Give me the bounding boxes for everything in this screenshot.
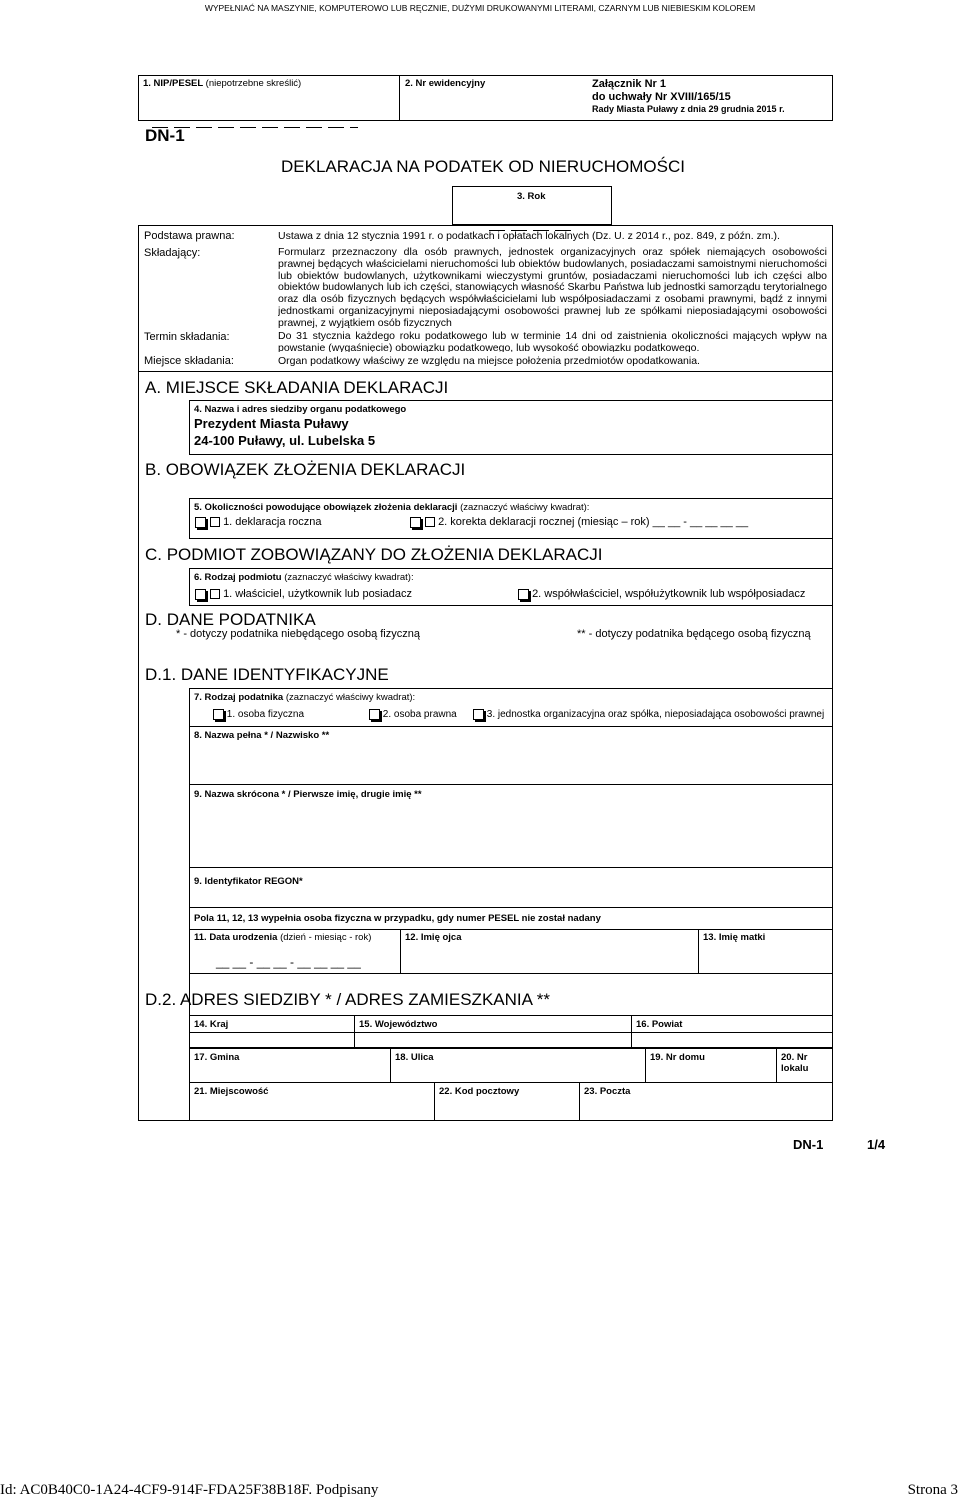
checkbox-co-owner-icon[interactable] — [518, 589, 529, 600]
apartment-number-label: 20. Nr lokalu — [781, 1052, 809, 1074]
form-code: DN-1 — [145, 126, 185, 145]
footer-page-number: 1/4 — [867, 1137, 886, 1152]
post-office-label: 23. Poczta — [584, 1086, 631, 1097]
mother-name-label: 13. Imię matki — [703, 932, 766, 943]
checkbox-natural-person-icon[interactable] — [213, 709, 224, 720]
house-number-field[interactable] — [645, 1048, 777, 1083]
tax-office-name: Prezydent Miasta Puławy — [194, 416, 349, 431]
section-d1-title: D.1. DANE IDENTYFIKACYJNE — [145, 665, 389, 684]
tax-office-address: 24-100 Puławy, ul. Lubelska 5 — [194, 433, 376, 448]
option-organizational-unit[interactable]: 3. jednostka organizacyjna oraz spółka, nieposiadająca osobowości prawnej — [473, 709, 824, 720]
separator — [189, 973, 833, 974]
city-field[interactable] — [189, 1082, 435, 1121]
document-id: Id: AC0B40C0-1A24-4CF9-914F-FDA25F38B18F. Podpisany — [0, 1482, 379, 1498]
country-label: 14. Kraj — [194, 1019, 229, 1030]
county-label: 16. Powiat — [636, 1019, 683, 1030]
legal-basis-label: Podstawa prawna: — [144, 230, 235, 242]
apartment-number-field[interactable] — [776, 1048, 833, 1083]
house-number-label: 19. Nr domu — [650, 1052, 705, 1063]
fill-instruction: WYPEŁNIAĆ NA MASZYNIE, KOMPUTEROWO LUB RĘCZNIE, DUŻYMI DRUKOWANYMI LITERAMI, CZARNYM LUB NIEBIESKIM KOLOREM — [204, 3, 756, 13]
checkbox-icon[interactable] — [425, 517, 435, 527]
section-a-title: A. MIEJSCE SKŁADANIA DEKLARACJI — [145, 378, 449, 397]
birth-date-slots[interactable]: __ __ - __ __ - __ __ __ __ — [216, 955, 361, 969]
separator — [698, 929, 699, 973]
city-label: 21. Miejscowość — [194, 1086, 269, 1097]
legal-basis-text: Ustawa z dnia 12 stycznia 1991 r. o podatkach i opłatach lokalnych (Dz. U. z 2014 r., poz. 849, z późn. zm.). — [278, 230, 780, 242]
checkbox-annual-icon[interactable] — [195, 517, 206, 528]
voivodeship-field[interactable] — [354, 1015, 632, 1048]
checkbox-correction-icon[interactable] — [410, 517, 421, 528]
post-office-field[interactable] — [579, 1082, 833, 1121]
page-title: DEKLARACJA NA PODATEK OD NIERUCHOMOŚCI — [281, 157, 685, 176]
full-name-label: 8. Nazwa pełna * / Nazwisko ** — [194, 730, 330, 741]
father-name-label: 12. Imię ojca — [405, 932, 462, 943]
footer-form-code: DN-1 — [793, 1137, 824, 1152]
option-owner[interactable]: 1. właściciel, użytkownik lub posiadacz — [195, 588, 412, 600]
separator — [189, 929, 833, 930]
deadline-text: Do 31 stycznia każdego roku podatkowego lub w terminie 14 dni od zaistnienia okoliczności mających wpływ na powstanie (wygaśnięcie) obowiązku podatkowego, lub wysokość obowiązku podatkowego. — [278, 331, 827, 352]
separator — [189, 907, 833, 908]
registry-number-label: 2. Nr ewidencyjny — [405, 78, 486, 89]
street-label: 18. Ulica — [395, 1052, 434, 1063]
birth-date-label: 11. Data urodzenia (dzień - miesiąc - rok) — [194, 932, 372, 943]
checkbox-organizational-unit-icon[interactable] — [473, 709, 484, 720]
postal-code-label: 22. Kod pocztowy — [439, 1086, 520, 1097]
separator — [189, 726, 833, 727]
filer-text: Formularz przeznaczony dla osób prawnych, jednostek organizacyjnych oraz spółek niemających osobowości prawnej będących właścicielami nieruchomości lub obiektów budowlanych, posiadaczami samoistnymi nieruchomości lub obiektów budowlanych, użytkownikami wieczystymi gruntów, posiadaczami nieruchomości lub ich części albo obiektów budowlanych lub ich części, stanowiących własność Skarbu Państwa lub jednostki samorządu terytorialnego oraz dla osób fizycznych będących współwłaścicielami lub współposiadaczami z osobami prawnymi, bądź z innymi jednostkami organizacyjnymi nieposiadającymi osobowości prawnej lub ze spółkami nieposiadającymi osobowości prawnej, z wyjątkiem osób fizycznych — [278, 247, 827, 328]
option-annual[interactable]: 1. deklaracja roczna — [195, 516, 322, 528]
municipality-label: 17. Gmina — [194, 1052, 240, 1063]
section-c-title: C. PODMIOT ZOBOWIĄZANY DO ZŁOŻENIA DEKLARACJI — [145, 545, 603, 564]
voivodeship-label: 15. Województwo — [359, 1019, 438, 1030]
circumstances-label: 5. Okoliczności powodujące obowiązek złożenia deklaracji (zaznaczyć właściwy kwadrat): — [194, 502, 590, 513]
year-label: 3. Rok — [517, 191, 546, 202]
option-correction[interactable]: 2. korekta deklaracji rocznej (miesiąc – rok) __ __ - __ __ __ __ — [410, 516, 748, 528]
separator — [189, 867, 833, 868]
regon-label: 9. Identyfikator REGON* — [194, 876, 303, 887]
annex-line-1: Załącznik Nr 1 — [592, 78, 666, 90]
section-d2-title: D.2. ADRES SIEDZIBY * / ADRES ZAMIESZKANIA ** — [145, 990, 550, 1009]
section-b-title: B. OBOWIĄZEK ZŁOŻENIA DEKLARACJI — [145, 460, 466, 479]
municipality-field[interactable] — [189, 1048, 391, 1083]
entity-type-label: 6. Rodzaj podmiotu (zaznaczyć właściwy kwadrat): — [194, 572, 414, 583]
county-field[interactable] — [631, 1015, 833, 1048]
street-field[interactable] — [390, 1048, 646, 1083]
option-legal-person[interactable]: 2. osoba prawna — [369, 709, 457, 720]
checkbox-icon[interactable] — [210, 517, 220, 527]
short-name-label: 9. Nazwa skrócona * / Pierwsze imię, drugie imię ** — [194, 789, 422, 800]
annex-line-2: do uchwały Nr XVIII/165/15 — [592, 91, 731, 103]
section-d-title: D. DANE PODATNIKA — [145, 610, 316, 629]
separator — [400, 929, 401, 973]
separator — [189, 784, 833, 785]
deadline-label: Termin składania: — [144, 331, 230, 343]
filer-label: Składający: — [144, 247, 201, 259]
annex-line-3: Rady Miasta Puławy z dnia 29 grudnia 2015 r. — [592, 104, 785, 114]
pesel-note: Pola 11, 12, 13 wypełnia osoba fizyczna w przypadku, gdy numer PESEL nie został nadany — [194, 913, 601, 924]
taxpayer-type-label: 7. Rodzaj podatnika (zaznaczyć właściwy kwadrat): — [194, 692, 416, 703]
place-label: Miejsce składania: — [144, 355, 234, 367]
info-separator — [138, 371, 833, 372]
place-text: Organ podatkowy właściwy ze względu na miejsce położenia przedmiotów opodatkowania. — [278, 355, 700, 367]
country-field[interactable] — [189, 1015, 355, 1048]
page-indicator: Strona 3 — [907, 1482, 958, 1498]
checkbox-owner-icon[interactable] — [195, 589, 206, 600]
checkbox-icon[interactable] — [210, 589, 220, 599]
note-non-natural: * - dotyczy podatnika niebędącego osobą fizyczną — [176, 628, 420, 640]
option-natural-person[interactable]: 1. osoba fizyczna — [213, 709, 304, 720]
option-co-owner[interactable]: 2. współwłaściciel, współużytkownik lub współposiadacz — [518, 588, 805, 600]
checkbox-legal-person-icon[interactable] — [369, 709, 380, 720]
postal-code-field[interactable] — [434, 1082, 580, 1121]
note-natural: ** - dotyczy podatnika będącego osobą fizyczną — [577, 628, 811, 640]
nip-pesel-label: 1. NIP/PESEL (niepotrzebne skreślić) — [143, 78, 302, 89]
tax-office-label: 4. Nazwa i adres siedziby organu podatkowego — [194, 404, 407, 415]
